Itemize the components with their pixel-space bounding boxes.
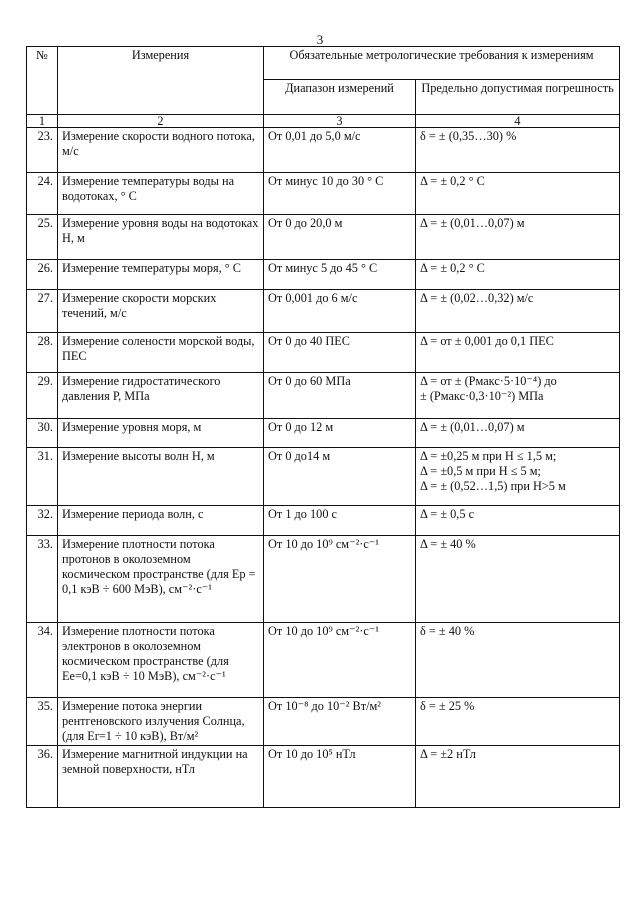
table-row (27, 333, 620, 373)
permissible-error (416, 698, 620, 746)
row-number: 31. (27, 448, 58, 506)
measurement-name: Измерение периода волн, с (58, 506, 264, 536)
table-body (27, 128, 620, 808)
column-index: 3 (264, 115, 416, 128)
measurement-name: Измерение плотности потока электронов в околоземном космическом пространстве (для Ee=0,1 кэВ ÷ 10 МэВ), см⁻²·с⁻¹ (58, 623, 264, 698)
measurement-name: Измерение температуры воды на водотоках, ° С (58, 173, 264, 215)
measurement-name: Измерение скорости водного потока, м/с (58, 128, 264, 173)
row-number: 27. (27, 290, 58, 333)
measurement-name: Измерение скорости морских течений, м/с (58, 290, 264, 333)
column-index-row (27, 115, 620, 128)
header-error: Предельно допустимая погрешность (416, 80, 620, 115)
permissible-error (416, 290, 620, 333)
measurement-name: Измерение уровня моря, м (58, 419, 264, 448)
page-number: 3 (316, 32, 324, 47)
table-row (27, 128, 620, 173)
row-number: 32. (27, 506, 58, 536)
measurement-range: От 10 до 10⁹ см⁻²·с⁻¹ (264, 623, 416, 698)
error-line: Δ = ± (0,01…0,07) м (420, 216, 525, 230)
error-line: Δ = ±0,5 м при H ≤ 5 м; (420, 464, 541, 478)
measurement-name: Измерение температуры моря, ° С (58, 260, 264, 290)
measurement-range: От 0 до14 м (264, 448, 416, 506)
measurement-range: От 0,01 до 5,0 м/с (264, 128, 416, 173)
measurement-range: От 0 до 12 м (264, 419, 416, 448)
error-line: δ = ± 40 % (420, 624, 475, 638)
row-number: 24. (27, 173, 58, 215)
table-row (27, 698, 620, 746)
table-row (27, 260, 620, 290)
error-line: δ = ± (0,35…30) % (420, 129, 517, 143)
measurement-range: От 0 до 40 ПЕС (264, 333, 416, 373)
permissible-error (416, 173, 620, 215)
row-number: 26. (27, 260, 58, 290)
table-row (27, 506, 620, 536)
row-number: 28. (27, 333, 58, 373)
permissible-error (416, 506, 620, 536)
error-line: Δ = ± (0,52…1,5) при H>5 м (420, 479, 566, 493)
column-index: 1 (27, 115, 58, 128)
error-line: Δ = ± (0,01…0,07) м (420, 420, 525, 434)
header-measurement: Измерения (58, 47, 264, 115)
error-line: Δ = ± 0,5 с (420, 507, 475, 521)
measurement-range: От 1 до 100 с (264, 506, 416, 536)
table-row (27, 215, 620, 260)
table-row (27, 746, 620, 808)
error-line: Δ = ± 0,2 ° С (420, 174, 485, 188)
error-line: Δ = ±2 нТл (420, 747, 476, 761)
measurement-range: От 0,001 до 6 м/с (264, 290, 416, 333)
measurement-range: От 0 до 60 МПа (264, 373, 416, 419)
measurement-name: Измерение магнитной индукции на земной поверхности, нТл (58, 746, 264, 808)
permissible-error (416, 448, 620, 506)
permissible-error (416, 260, 620, 290)
measurement-name: Измерение высоты волн H, м (58, 448, 264, 506)
table-row (27, 419, 620, 448)
permissible-error (416, 333, 620, 373)
row-number: 25. (27, 215, 58, 260)
measurement-range: От 10⁻⁸ до 10⁻² Вт/м² (264, 698, 416, 746)
row-number: 30. (27, 419, 58, 448)
permissible-error (416, 746, 620, 808)
header-num: № (27, 47, 58, 115)
permissible-error (416, 623, 620, 698)
permissible-error (416, 215, 620, 260)
error-line: Δ = ± 0,2 ° С (420, 261, 485, 275)
measurement-range: От минус 10 до 30 ° С (264, 173, 416, 215)
error-line: δ = ± 25 % (420, 699, 475, 713)
measurement-name: Измерение плотности потока протонов в околоземном космическом пространстве (для Ep = 0,1 кэВ ÷ 600 МэВ), см⁻²·с⁻¹ (58, 536, 264, 623)
error-line: Δ = от ± (Рмакс·5·10⁻⁴) до (420, 374, 557, 388)
row-number: 23. (27, 128, 58, 173)
measurement-name: Измерение потока энергии рентгеновского излучения Солнца, (для Er=1 ÷ 10 кэВ), Вт/м² (58, 698, 264, 746)
measurement-name: Измерение солености морской воды, ПЕС (58, 333, 264, 373)
measurement-range: От 10 до 10⁵ нТл (264, 746, 416, 808)
table-row (27, 290, 620, 333)
header-requirements: Обязательные метрологические требования к измерениям (264, 47, 620, 80)
table-row (27, 623, 620, 698)
error-line: ± (Рмакс·0,3·10⁻²) МПа (420, 389, 544, 403)
table-row (27, 448, 620, 506)
table-row (27, 373, 620, 419)
error-line: Δ = от ± 0,001 до 0,1 ПЕС (420, 334, 554, 348)
measurement-range: От 0 до 20,0 м (264, 215, 416, 260)
permissible-error (416, 373, 620, 419)
error-line: Δ = ± (0,02…0,32) м/с (420, 291, 534, 305)
column-index: 4 (416, 115, 620, 128)
measurement-name: Измерение уровня воды на водотоках H, м (58, 215, 264, 260)
permissible-error (416, 128, 620, 173)
row-number: 29. (27, 373, 58, 419)
measurement-range: От 10 до 10⁹ см⁻²·с⁻¹ (264, 536, 416, 623)
permissible-error (416, 419, 620, 448)
row-number: 33. (27, 536, 58, 623)
header-range: Диапазон измерений (264, 80, 416, 115)
row-number: 35. (27, 698, 58, 746)
permissible-error (416, 536, 620, 623)
column-index: 2 (58, 115, 264, 128)
table-row (27, 173, 620, 215)
row-number: 34. (27, 623, 58, 698)
error-line: Δ = ± 40 % (420, 537, 476, 551)
measurement-range: От минус 5 до 45 ° С (264, 260, 416, 290)
error-line: Δ = ±0,25 м при H ≤ 1,5 м; (420, 449, 557, 463)
table-row (27, 536, 620, 623)
metrology-requirements-table (26, 46, 620, 808)
row-number: 36. (27, 746, 58, 808)
measurement-name: Измерение гидростатического давления Р, МПа (58, 373, 264, 419)
